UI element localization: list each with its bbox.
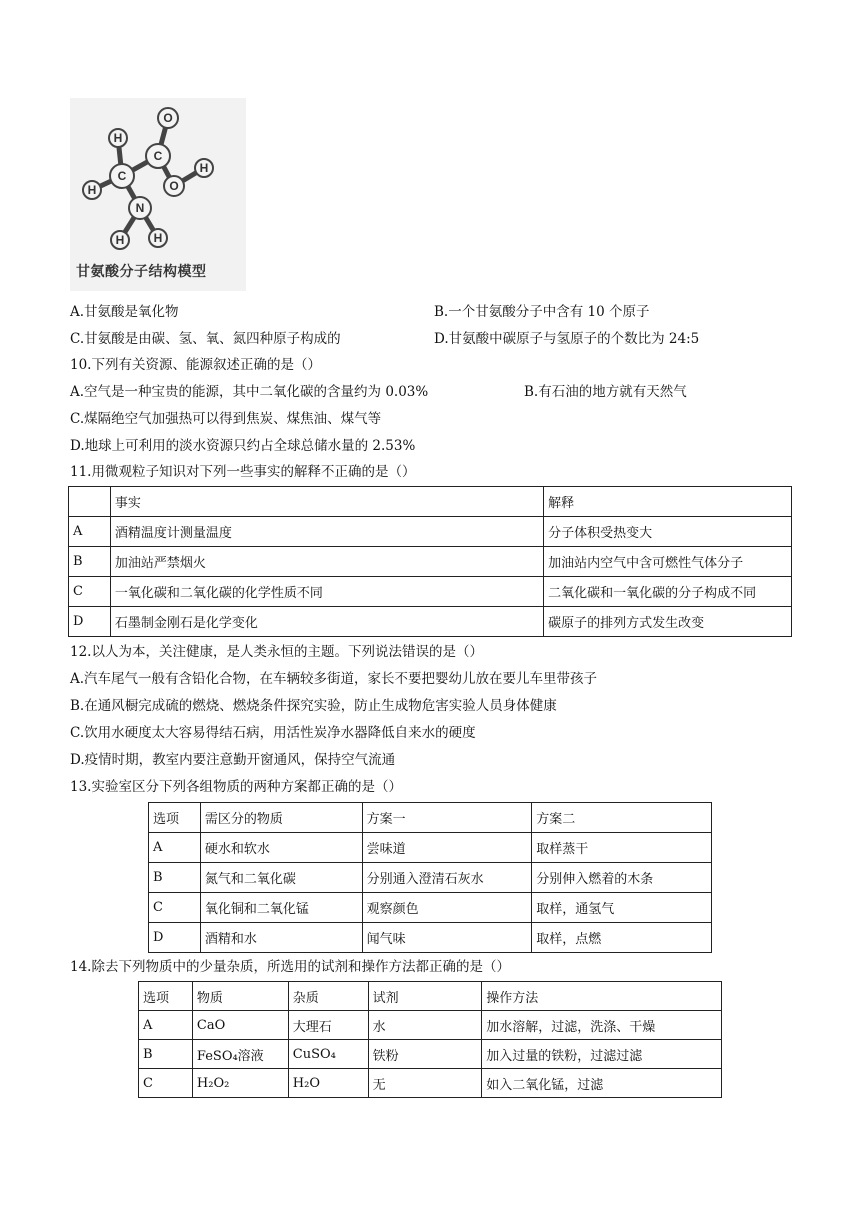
svg-text:H: H [115, 233, 125, 247]
table-cell: 一氧化碳和二氧化碳的化学性质不同 [110, 577, 543, 607]
table-cell: 加油站严禁烟火 [110, 547, 543, 577]
table-cell: 如入二氧化锰，过滤 [482, 1069, 722, 1098]
q14-stem: 14.除去下列物质中的少量杂质，所选用的试剂和操作方法都正确的是（） [70, 959, 510, 975]
table-cell: B [149, 863, 201, 893]
svg-text:H: H [153, 231, 163, 245]
table-row [149, 923, 712, 953]
table-cell: A [139, 1011, 193, 1040]
table-cell: 氧化铜和二氧化锰 [200, 893, 362, 923]
table-row [139, 1069, 722, 1098]
q10-option-c: C.煤隔绝空气加强热可以得到焦炭、煤焦油、煤气等 [70, 411, 382, 427]
table-cell: 分别伸入燃着的木条 [532, 863, 712, 893]
table-cell: A [149, 833, 201, 863]
table-cell: 取样蒸干 [532, 833, 712, 863]
table-cell: 闻气味 [362, 923, 532, 953]
table-cell: D [69, 607, 111, 637]
table-cell: 加油站内空气中含可燃性气体分子 [544, 547, 792, 577]
q13-table [148, 802, 712, 953]
table-row [149, 833, 712, 863]
header-cell: 方案一 [362, 803, 532, 833]
table-row [69, 547, 792, 577]
table-cell: 大理石 [288, 1011, 368, 1040]
q9-option-a: A.甘氨酸是氧化物 [70, 304, 179, 320]
q10-stem: 10.下列有关资源、能源叙述正确的是（） [70, 357, 321, 373]
q12-stem: 12.以人为本，关注健康，是人类永恒的主题。下列说法错误的是（） [70, 644, 483, 660]
svg-text:H: H [87, 183, 97, 197]
table-cell: 铁粉 [368, 1040, 482, 1069]
header-cell: 解释 [544, 487, 792, 517]
q10-option-a: A.空气是一种宝贵的能源，其中二氧化碳的含量约为 0.03% [70, 384, 429, 400]
q13-stem: 13.实验室区分下列各组物质的两种方案都正确的是（） [70, 779, 402, 795]
header-cell: 物质 [192, 982, 288, 1011]
table-cell: H₂O [288, 1069, 368, 1098]
table-cell: 二氧化碳和一氧化碳的分子构成不同 [544, 577, 792, 607]
table-header-row [139, 982, 722, 1011]
svg-text:H: H [199, 161, 209, 175]
q9-option-c: C.甘氨酸是由碳、氢、氧、氮四种原子构成的 [70, 331, 341, 347]
table-row [69, 577, 792, 607]
q12-option-a: A.汽车尾气一般有含铅化合物，在车辆较多街道，家长不要把婴幼儿放在要儿车里带孩子 [70, 671, 598, 687]
q11-table [68, 486, 792, 637]
table-row [69, 517, 792, 547]
table-cell: 取样，通氢气 [532, 893, 712, 923]
table-cell: CuSO₄ [288, 1040, 368, 1069]
q10-option-b: B.有石油的地方就有天然气 [524, 384, 687, 400]
q9-option-b: B.一个甘氨酸分子中含有 10 个原子 [434, 304, 650, 320]
table-cell: C [69, 577, 111, 607]
table-cell: 酒精温度计测量温度 [110, 517, 543, 547]
table-header-row [149, 803, 712, 833]
q10-option-d: D.地球上可利用的淡水资源只约占全球总储水量的 2.53% [70, 438, 416, 454]
table-cell: 分别通入澄清石灰水 [362, 863, 532, 893]
svg-text:H: H [113, 131, 123, 145]
table-cell: 酒精和水 [200, 923, 362, 953]
figure-caption: 甘氨酸分子结构模型 [76, 264, 207, 280]
glycine-model-figure [70, 98, 246, 291]
table-cell: A [69, 517, 111, 547]
table-cell: 加水溶解，过滤，洗涤、干燥 [482, 1011, 722, 1040]
svg-text:C: C [117, 169, 127, 183]
table-cell: B [69, 547, 111, 577]
table-cell: 硬水和软水 [200, 833, 362, 863]
table-row [139, 1040, 722, 1069]
table-cell: 氮气和二氧化碳 [200, 863, 362, 893]
table-cell: 石墨制金刚石是化学变化 [110, 607, 543, 637]
svg-text:N: N [135, 201, 145, 215]
table-cell: FeSO₄溶液 [192, 1040, 288, 1069]
table-cell: 分子体积受热变大 [544, 517, 792, 547]
q12-option-b: B.在通风橱完成硫的燃烧、燃烧条件探究实验，防止生成物危害实验人员身体健康 [70, 698, 557, 714]
table-cell: CaO [192, 1011, 288, 1040]
table-cell: 无 [368, 1069, 482, 1098]
table-cell: 取样，点燃 [532, 923, 712, 953]
table-cell: 观察颜色 [362, 893, 532, 923]
svg-text:C: C [153, 149, 163, 163]
table-cell: C [149, 893, 201, 923]
table-cell: 尝味道 [362, 833, 532, 863]
table-header-row [69, 487, 792, 517]
table-row [149, 863, 712, 893]
table-row [149, 893, 712, 923]
header-cell: 选项 [139, 982, 193, 1011]
svg-text:O: O [169, 179, 179, 193]
table-cell: B [139, 1040, 193, 1069]
header-cell: 事实 [110, 487, 543, 517]
q14-table [138, 981, 722, 1098]
table-cell: D [149, 923, 201, 953]
q12-option-c: C.饮用水硬度太大容易得结石病，用活性炭净水器降低自来水的硬度 [70, 725, 476, 741]
q9-option-d: D.甘氨酸中碳原子与氢原子的个数比为 24:5 [434, 331, 700, 347]
header-cell: 需区分的物质 [200, 803, 362, 833]
molecule-diagram [70, 98, 246, 258]
svg-text:O: O [163, 111, 173, 125]
header-cell [69, 487, 111, 517]
header-cell: 选项 [149, 803, 201, 833]
q12-option-d: D.疫情时期，教室内要注意勤开窗通风，保持空气流通 [70, 752, 396, 768]
header-cell: 试剂 [368, 982, 482, 1011]
table-cell: H₂O₂ [192, 1069, 288, 1098]
header-cell: 杂质 [288, 982, 368, 1011]
table-cell: 碳原子的排列方式发生改变 [544, 607, 792, 637]
table-cell: C [139, 1069, 193, 1098]
header-cell: 操作方法 [482, 982, 722, 1011]
table-cell: 加入过量的铁粉，过滤过滤 [482, 1040, 722, 1069]
q11-stem: 11.用微观粒子知识对下列一些事实的解释不正确的是（） [70, 464, 416, 480]
table-row [139, 1011, 722, 1040]
table-cell: 水 [368, 1011, 482, 1040]
table-row [69, 607, 792, 637]
header-cell: 方案二 [532, 803, 712, 833]
